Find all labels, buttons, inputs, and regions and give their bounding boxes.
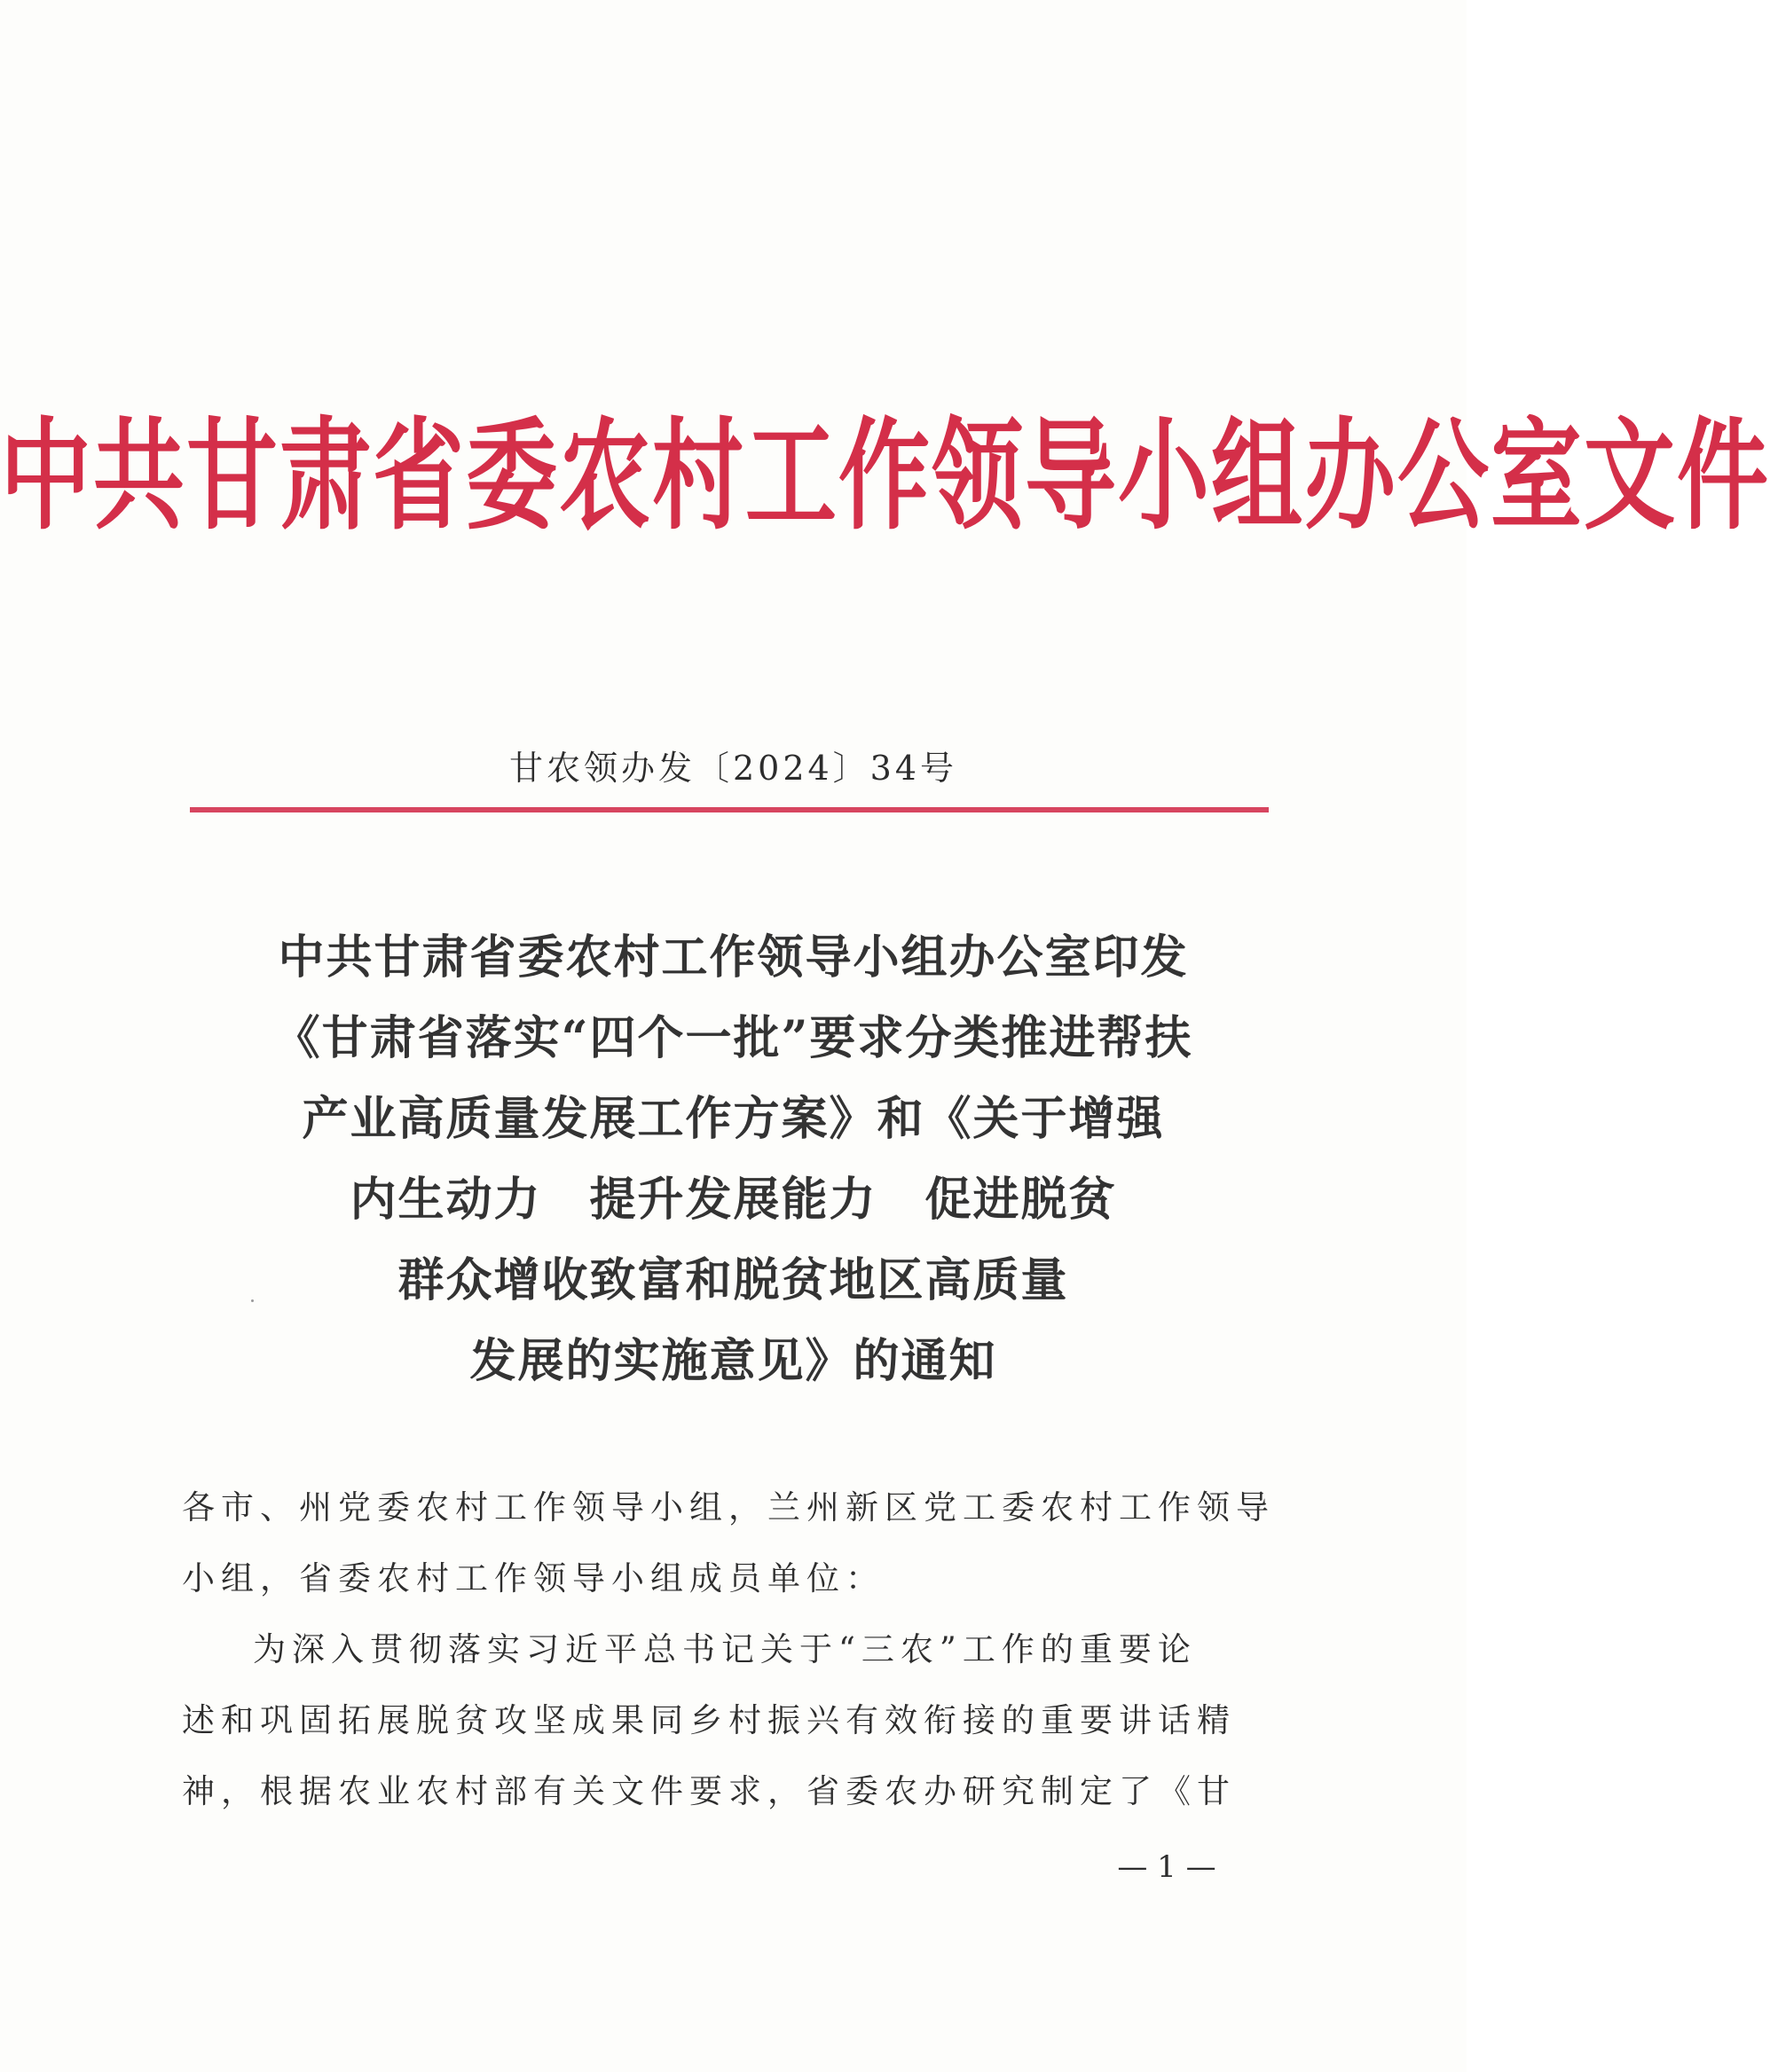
page-number: — 1 — bbox=[1117, 1849, 1216, 1885]
red-divider-rule bbox=[190, 807, 1269, 812]
scan-speck bbox=[251, 1299, 254, 1302]
paragraph-line: 述和巩固拓展脱贫攻坚成果同乡村振兴有效衔接的重要讲话精 bbox=[182, 1701, 1236, 1739]
title-line: 产业高质量发展工作方案》和《关于增强 bbox=[302, 1092, 1165, 1146]
notice-title bbox=[0, 917, 1467, 1401]
document-number: 甘农领办发〔2024〕34号 bbox=[508, 749, 958, 788]
masthead bbox=[0, 406, 1770, 547]
paragraph-line: 神，根据农业农村部有关文件要求，省委农办研究制定了《甘 bbox=[182, 1772, 1236, 1810]
title-line: 发展的实施意见》的通知 bbox=[469, 1334, 997, 1388]
title-line: 中共甘肃省委农村工作领导小组办公室印发 bbox=[278, 930, 1189, 985]
body-text bbox=[182, 1472, 1275, 1827]
title-line: 《甘肃省落实“四个一批”要求分类推进帮扶 bbox=[273, 1011, 1193, 1065]
masthead-title: 中共甘肃省委农村工作领导小组办公室文件 bbox=[0, 406, 1770, 547]
title-line: 群众增收致富和脱贫地区高质量 bbox=[397, 1253, 1069, 1307]
title-line: 内生动力 提升发展能力 促进脱贫 bbox=[350, 1173, 1117, 1227]
paragraph-line: 为深入贯彻落实习近平总书记关于“三农”工作的重要论 bbox=[253, 1630, 1197, 1668]
addressee-line: 小组，省委农村工作领导小组成员单位： bbox=[182, 1559, 885, 1597]
addressee-line: 各市、州党委农村工作领导小组，兰州新区党工委农村工作领导 bbox=[182, 1488, 1275, 1527]
